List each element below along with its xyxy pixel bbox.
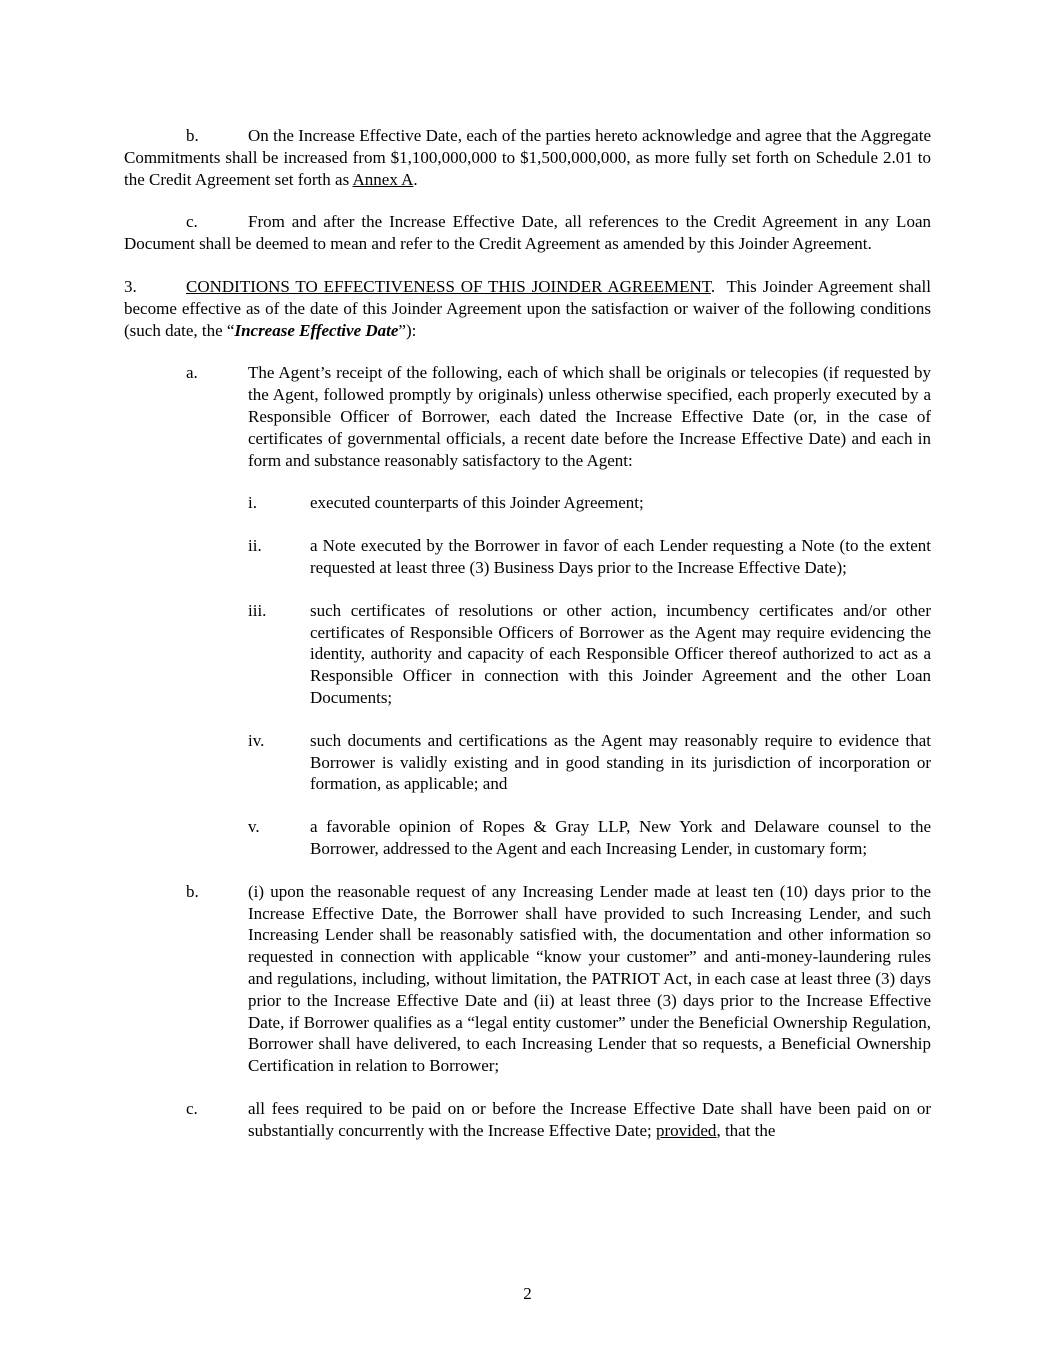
paragraph-marker: c. [186, 212, 198, 232]
item-marker: i. [248, 493, 257, 513]
paragraph-b [124, 125, 931, 190]
item-text: The Agent’s receipt of the following, each of which shall be originals or telecopies (if requested by the Agent, followed promptly by originals) unless otherwise specified, each properly executed by a Responsible Officer of Borrower, each dated the Increase Effective Date (or, in the case of certificates of governmental officials, a recent date before the Increase Effective Date) and each in form and substance reasonably satisfactory to the Agent: [248, 363, 931, 470]
item-text: such documents and certifications as the Agent may reasonably require to evidence that Borrower is validly existing and in good standing in its jurisdiction of incorporation or formation, as applicable; and [310, 730, 931, 794]
annex-a-link: Annex A [352, 169, 414, 189]
item-marker: b. [186, 881, 199, 901]
subitem-v [248, 816, 931, 860]
item-text-end: , that the [716, 1120, 776, 1140]
item-marker: v. [248, 817, 260, 837]
condition-a [186, 362, 931, 471]
section-text-end: ”): [398, 320, 417, 340]
item-text: such certificates of resolutions or other action, incumbency certificates and/or other certificates of Responsible Officers of Borrower as the Agent may require evidencing the identity, authority and capacity of each Responsible Officer thereof authorized to act as a Responsible Officer in connection with this Joinder Agreement and the other Loan Documents; [310, 600, 931, 707]
subitem-ii [248, 535, 931, 579]
condition-c [186, 1098, 931, 1142]
paragraph-text: On the Increase Effective Date, each of the parties hereto acknowledge and agree that the Aggregate Commitments shall be increased from $1,100,000,000 to $1,500,000,000, as more fully set forth on Schedule 2.01 to the Credit Agreement set forth as [124, 126, 931, 189]
document-page [124, 125, 931, 1162]
subitem-iv [248, 730, 931, 795]
defined-term: Increase Effective Date [234, 320, 399, 340]
provided-term: provided [656, 1120, 717, 1140]
paragraph-marker: b. [186, 126, 199, 145]
item-text-wrapper [248, 1098, 931, 1142]
item-text: executed counterparts of this Joinder Agreement; [310, 493, 644, 513]
paragraph-end: . [413, 169, 418, 189]
section-heading: CONDITIONS TO EFFECTIVENESS OF THIS JOINDER AGREEMENT [186, 276, 711, 296]
page-number: 2 [523, 1284, 532, 1303]
section-number: 3. [124, 276, 137, 296]
item-text: a Note executed by the Borrower in favor of each Lender requesting a Note (to the extent requested at least three (3) Business Days prior to the Increase Effective Date); [310, 536, 931, 577]
item-text: (i) upon the reasonable request of any Increasing Lender made at least ten (10) days prior to the Increase Effective Date, the Borrower shall have provided to such Increasing Lender, and such Increasing Lender shall be reasonably satisfied with, the documentation and other information so requested in connection with applicable “know your customer” and anti-money-laundering rules and regulations, including, without limitation, the PATRIOT Act, in each case at least three (3) days prior to the Increase Effective Date and (ii) at least three (3) days prior to the Increase Effective Date, if Borrower qualifies as a “legal entity customer” under the Beneficial Ownership Regulation, Borrower shall have delivered, to each Increasing Lender that so requests, a Beneficial Ownership Certification in relation to Borrower; [248, 881, 931, 1076]
item-marker: iv. [248, 730, 265, 750]
item-marker: ii. [248, 536, 262, 556]
item-marker: c. [186, 1098, 198, 1118]
subitem-i [248, 492, 931, 514]
section-heading-end: . [710, 276, 716, 296]
item-text: all fees required to be paid on or before the Increase Effective Date shall have been paid on or substantially concurrently with the Increase Effective Date; [248, 1098, 931, 1140]
paragraph-c [124, 211, 931, 255]
item-text: a favorable opinion of Ropes & Gray LLP, New York and Delaware counsel to the Borrower, addressed to the Agent and each Increasing Lender, in customary form; [310, 817, 931, 858]
item-marker: iii. [248, 600, 267, 620]
condition-b [186, 881, 931, 1077]
section-3 [124, 276, 931, 341]
item-marker: a. [186, 363, 198, 383]
subitem-iii [248, 600, 931, 709]
paragraph-text: From and after the Increase Effective Date, all references to the Credit Agreement in any Loan Document shall be deemed to mean and refer to the Credit Agreement as amended by this Joinder Agreement. [124, 212, 931, 254]
section-text: This Joinder Agreement shall become effective as of the date of this Joinder Agreement upon the satisfaction or waiver of the following conditions (such date, the “ [124, 276, 931, 340]
